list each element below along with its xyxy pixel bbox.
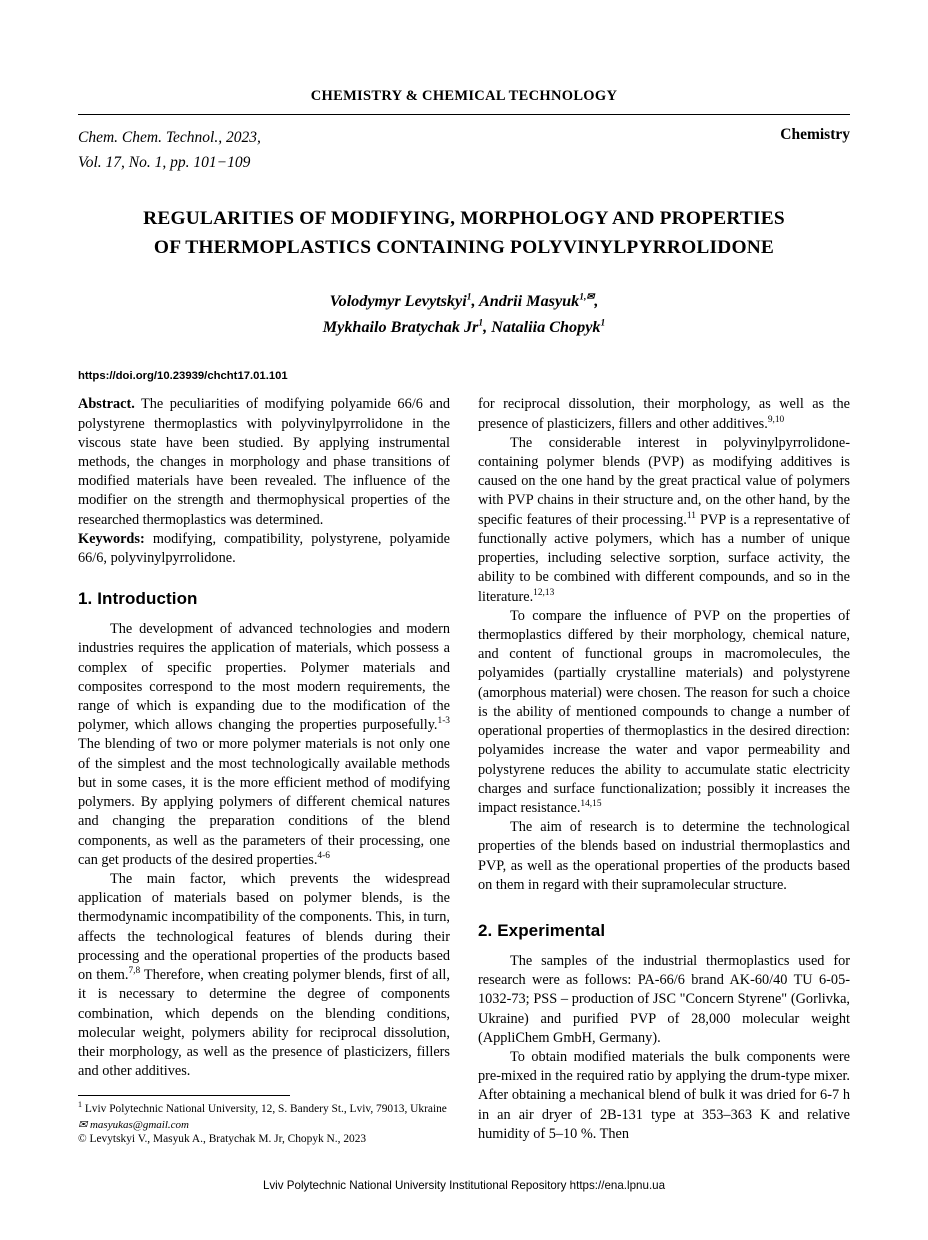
author-bratychak-affiliation: 1	[478, 318, 484, 329]
author-list	[78, 288, 850, 340]
section-heading-experimental: 2. Experimental	[478, 921, 606, 941]
author-line-2	[78, 314, 850, 340]
body-columns	[78, 395, 850, 1147]
footnote-copyright: © Levytskyi V., Masyuk A., Bratychak M. Jr, Chopyk N., 2023	[78, 1133, 367, 1146]
abstract-text: The peculiarities of modifying polyamide 66/6 and polystyrene thermoplastics with polyvinylpyrrolidone in the viscous state have been studied. By applying instrumental methods, the changes in morphology and phase transitions of modified materials have been revealed. The influence of the modifier on the strength and thermophysical properties of the researched thermoplastics was determined.	[78, 396, 450, 528]
author-levytskyi: Volodymyr Levytskyi	[329, 291, 467, 310]
intro-paragraph-5	[478, 818, 850, 895]
intro-p3-text: The considerable interest in polyvinylpyrrolidone-containing polymer blends (PVP) as modifying additives is caused on the one hand by the great practical value of polymers with PVP chains in their structure and, on the other hand, by the specific features of their processing.	[478, 434, 850, 528]
intro-p1-ref: 1-3	[437, 716, 450, 727]
issue-section-label: Chemistry	[780, 126, 850, 143]
intro-p2-text: The main factor, which prevents the widespread application of materials based on polymer blends, is the thermodynamic incompatibility of the components. This, in turn, affects the technological features of blends during their processing and the operational properties of the products based on them.	[78, 871, 450, 984]
title-line-2: OF THERMOPLASTICS CONTAINING POLYVINYLPYRROLIDONE	[153, 236, 775, 258]
title-line-1: REGULARITIES OF MODIFYING, MORPHOLOGY AND PROPERTIES	[143, 208, 785, 230]
author-levytskyi-affiliation: 1	[466, 292, 472, 303]
issue-row	[78, 125, 850, 175]
intro-paragraph-1	[78, 620, 450, 870]
footnote-affiliation-text: Lviv Polytechnic National University, 12, S. Bandery St., Lviv, 79013, Ukraine	[82, 1103, 447, 1116]
intro-p3-text2: PVP is a representative of functionally active polymers, which has a number of unique properties, including selective sorption, surface activity, the ability to be combined with different compounds, and so in the literature.	[478, 511, 850, 605]
intro-p3-ref: 11	[686, 510, 696, 521]
intro-paragraph-4	[478, 607, 850, 818]
envelope-icon: ✉	[586, 292, 595, 303]
intro-p2-ref: 7,8	[128, 966, 141, 977]
footnote-area	[78, 1095, 450, 1147]
author-chopyk: , Nataliia Chopyk	[483, 318, 601, 337]
keywords-label: Keywords:	[78, 530, 145, 547]
footnote-affiliation-marker: 1	[78, 1100, 82, 1110]
experimental-paragraph-2: To obtain modified materials the bulk components were pre-mixed in the required ratio by applying the drum-type mixer. After obtaining a mechanical blend of bulk it was dried for 6-7 h in an air dryer of 2B-131 type at 353–363 K and relative humidity of 5–10 %. Then	[478, 1048, 850, 1142]
running-head: CHEMISTRY & CHEMICAL TECHNOLOGY	[310, 88, 618, 104]
intro-p4-ref: 14,15	[580, 799, 602, 810]
author-masyuk-affiliation: 1,	[579, 292, 587, 303]
footnote-divider	[78, 1095, 290, 1096]
keywords-text: modifying, compatibility, polystyrene, polyamide 66/6, polyvinylpyrrolidone.	[78, 530, 450, 567]
section-heading-introduction: 1. Introduction	[78, 589, 198, 609]
header-divider	[78, 114, 850, 115]
issue-line-2: Vol. 17, No. 1, pp. 101−109	[78, 154, 251, 172]
keywords-paragraph	[78, 530, 450, 568]
intro-p1-text2: The blending of two or more polymer materials is not only one of the simplest and the most technologically available methods but in some cases, it is the more efficient method of modifying polymers. By applying polymers of different chemical natures and changing the preparation conditions of the blend components, as well as the parameters of their processing, one can get products of the desired properties.	[78, 736, 450, 868]
envelope-icon: ✉	[78, 1118, 88, 1131]
footnote-affiliation	[78, 1102, 450, 1117]
author-chopyk-affiliation: 1	[600, 318, 606, 329]
intro-p2-cont-text: for reciprocal dissolution, their morphology, as well as the presence of plasticizers, fillers and other additives.	[478, 396, 850, 432]
intro-p5-text: The aim of research is to determine the technological properties of the blends based on industrial thermoplastics and PVP, as well as the operational properties of the products based on them in regard with their supramolecular structure.	[478, 819, 850, 893]
experimental-paragraph-1: The samples of the industrial thermoplastics used for research were as follows: PA-66/6 brand AK-60/40 TU 6-05-1032-73; PSS – production of JSC "Concern Styrene" (Gorlivka, Ukraine) and purified PVP of 28,000 molecular weight (AppliChem GmbH, Germany).	[478, 952, 850, 1046]
issue-citation	[78, 125, 261, 175]
intro-p1-ref2: 4-6	[317, 851, 330, 862]
right-column	[478, 395, 850, 1147]
intro-p3-ref2: 12,13	[533, 587, 555, 598]
abstract-paragraph	[78, 395, 450, 530]
intro-p4-text: To compare the influence of PVP on the properties of thermoplastics differed by their morphology, chemical nature, and content of functional groups in macromolecules, the polyamides (partially crystalline materials) and polystyrene (amorphous material) were chosen. The reason for such a choice is the ability of mentioned compounds to change a number of operational properties of thermoplastics in the desired direction: polyamides increase the water and vapor permeability and polystyrene reduces the ability to accumulate static electricity charges and surface functionalization; possibly it increases the impact resistance.	[478, 607, 850, 816]
intro-p1-text: The development of advanced technologies and modern industries requires the application of materials, which possess a complex of specific properties. Polymer materials and composites correspond to the most modern requirements, the range of which is expanding due to the modification of the polymer, which allows changing the properties purposefully.	[78, 621, 450, 734]
intro-paragraph-3	[478, 434, 850, 607]
repository-footer: Lviv Polytechnic National University Institutional Repository https://ena.lpnu.ua	[262, 1179, 666, 1192]
abstract-label: Abstract.	[78, 396, 135, 413]
footnote-email-text: masyukas@gmail.com	[89, 1118, 189, 1131]
author-bratychak: Mykhailo Bratychak Jr	[322, 318, 479, 337]
footnote-email[interactable]	[78, 1118, 450, 1133]
page-title	[78, 205, 850, 262]
author-line-1	[78, 288, 850, 314]
left-column	[78, 395, 450, 1147]
doi-link[interactable]: https://doi.org/10.23939/chcht17.01.101	[78, 370, 288, 383]
intro-p2-text2: Therefore, when creating polymer blends, first of all, it is necessary to determine the degree of components combination, which depends on the blending conditions, molecular weight, polymers ability for reciprocal dissolution, their morphology, as well as the presence of plasticizers, fillers and other additives.	[78, 967, 450, 1080]
intro-paragraph-2	[78, 870, 450, 1081]
author-masyuk: , Andrii Masyuk	[471, 291, 580, 310]
issue-line-1: Chem. Chem. Technol., 2023,	[78, 129, 261, 146]
intro-paragraph-2-continued	[478, 395, 850, 433]
author-line-1-end: ,	[594, 291, 599, 310]
intro-p2-cont-ref: 9,10	[767, 414, 785, 425]
